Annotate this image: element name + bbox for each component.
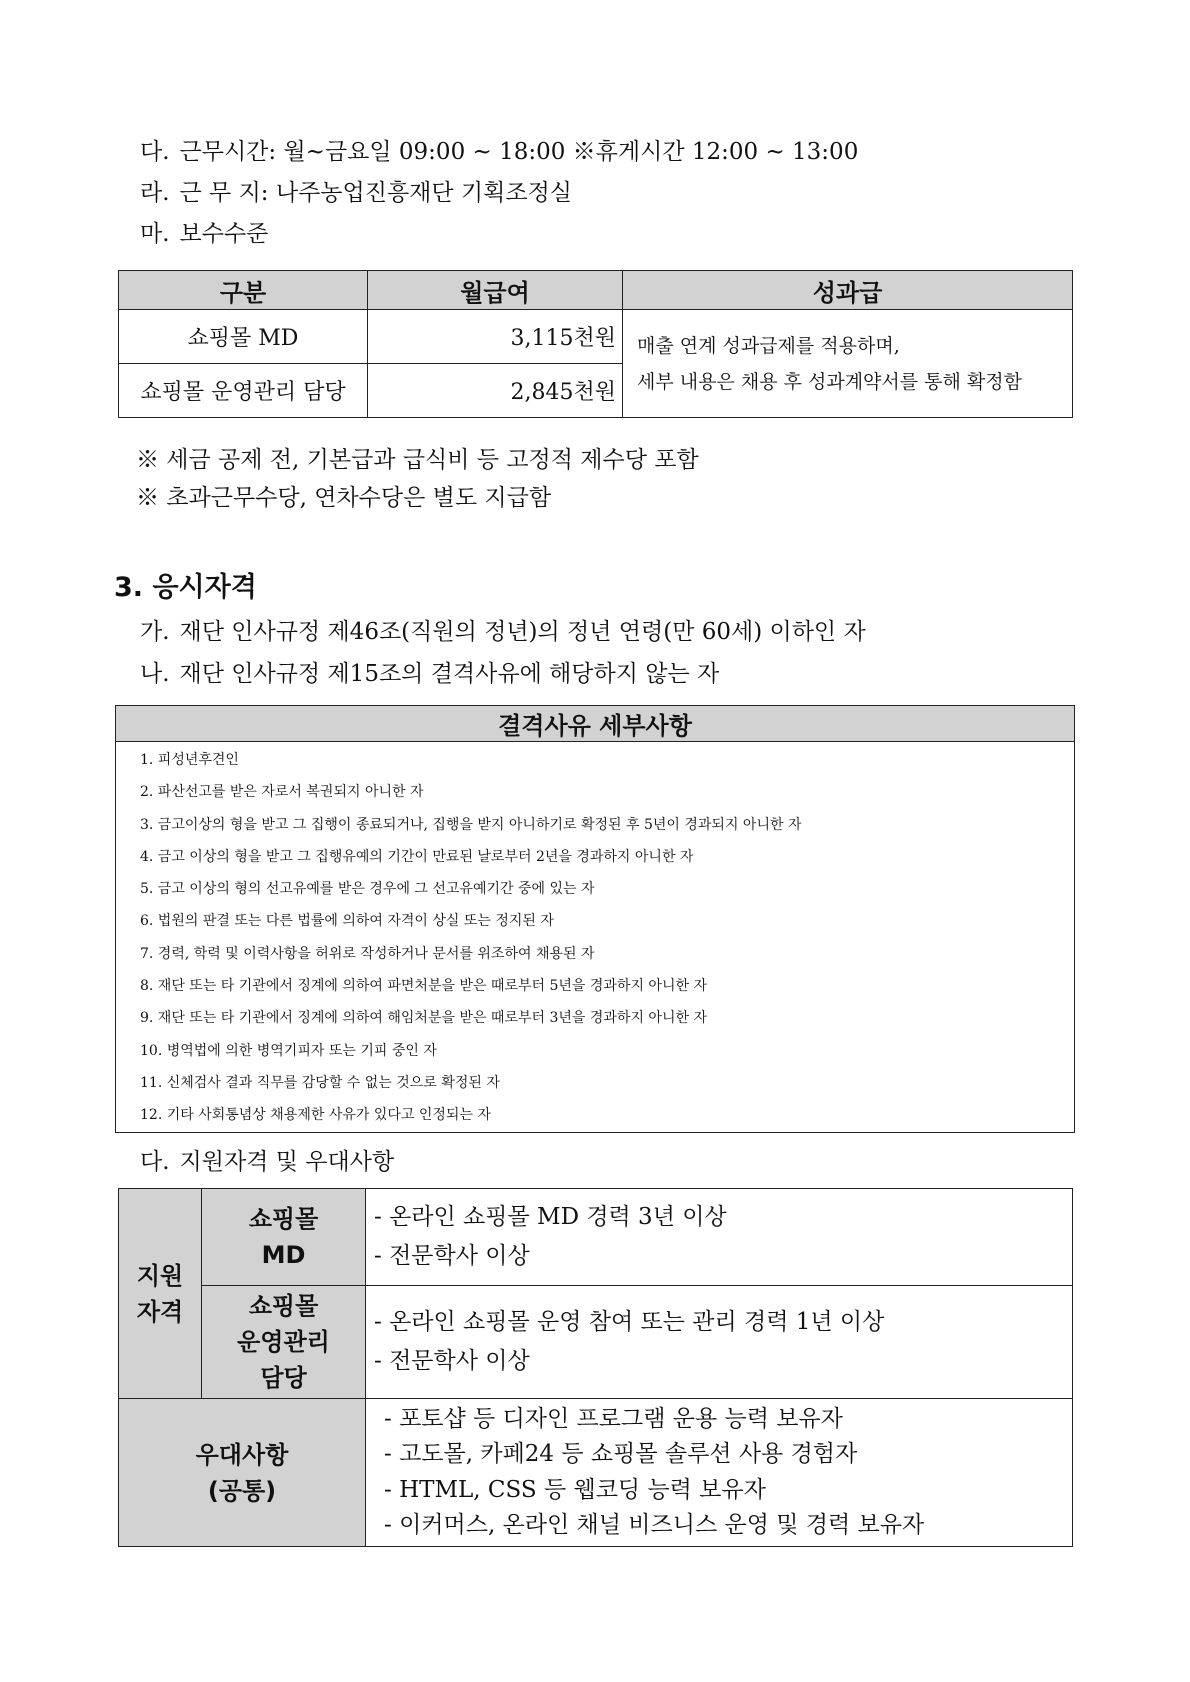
pay-level-text: 보수수준	[179, 221, 269, 247]
table-row	[119, 310, 1073, 364]
salary-header-row	[119, 271, 1073, 310]
item-label: 가.	[140, 619, 170, 645]
list-item: 7. 경력, 학력 및 이력사항을 허위로 작성하거나 문서를 위조하여 채용된 자	[140, 945, 595, 962]
bonus-line: 매출 연계 성과급제를 적용하며,	[637, 334, 900, 357]
list-item: 2. 파산선고를 받은 자로서 복권되지 아니한 자	[140, 784, 424, 801]
md-requirements: - 온라인 쇼핑몰 MD 경력 3년 이상 - 전문학사 이상	[366, 1189, 1073, 1286]
preferred-items: - 포토샵 등 디자인 프로그램 운용 능력 보유자 - 고도몰, 카페24 등 쇼핑몰 솔루션 사용 경험자 - HTML, CSS 등 웹코딩 능력 보유자 - 이커머스, 온라인 채널 비즈니스 운영 및 경력 보유자	[366, 1399, 1073, 1547]
item-label: 다.	[140, 1149, 170, 1175]
md-label-cell: 쇼핑몰 MD	[202, 1189, 366, 1286]
table-row	[119, 1399, 1073, 1547]
list-item: 8. 재단 또는 타 기관에서 징계에 의하여 파면처분을 받은 때로부터 5년을 경과하지 아니한 자	[140, 978, 707, 995]
qualification-item-b	[140, 659, 719, 689]
category-cell: 쇼핑몰 운영관리 담당	[119, 364, 368, 418]
list-item: 10. 병역법에 의한 병역기피자 또는 기피 중인 자	[140, 1042, 437, 1059]
item-label: 나.	[140, 661, 170, 687]
item-label: 마.	[140, 221, 170, 247]
note-tax: ※ 세금 공제 전, 기본급과 급식비 등 고정적 제수당 포함	[136, 447, 699, 473]
table-row	[119, 1189, 1073, 1286]
bonus-cell	[623, 310, 1073, 418]
list-item: 5. 금고 이상의 형의 선고유예를 받은 경우에 그 선고유예기간 중에 있는 자	[140, 881, 595, 898]
category-cell: 쇼핑몰 MD	[119, 310, 368, 364]
disqualification-list	[116, 742, 1075, 1133]
work-place-text: 근 무 지: 나주농업진흥재단 기획조정실	[179, 180, 573, 206]
item-text: 재단 인사규정 제15조의 결격사유에 해당하지 않는 자	[179, 661, 720, 687]
work-hours-text: 근무시간: 월~금요일 09:00 ~ 18:00 ※휴게시간 12:00 ~ 13:00	[179, 139, 859, 165]
list-item: 1. 피성년후견인	[140, 752, 239, 768]
qualification-item-a	[140, 617, 866, 647]
disqualification-title: 결격사유 세부사항	[116, 706, 1075, 742]
section-title: 3. 응시자격	[114, 572, 257, 603]
header-monthly: 월급여	[368, 271, 623, 310]
header-bonus: 성과급	[623, 271, 1073, 310]
item-label: 라.	[140, 180, 170, 206]
ops-label-cell: 쇼핑몰 운영관리 담당	[202, 1286, 366, 1399]
bonus-line: 세부 내용은 채용 후 성과계약서를 통해 확정함	[637, 370, 1022, 393]
item-label: 다.	[140, 139, 170, 165]
list-item: 9. 재단 또는 타 기관에서 징계에 의하여 해임처분을 받은 때로부터 3년을 경과하지 아니한 자	[140, 1010, 707, 1027]
table-row	[119, 1286, 1073, 1399]
salary-table	[118, 270, 1073, 418]
list-item: 11. 신체검사 결과 직무를 감당할 수 없는 것으로 확정된 자	[140, 1074, 500, 1091]
monthly-cell: 2,845천원	[368, 364, 623, 418]
disqualification-box	[115, 705, 1075, 1133]
item-text: 재단 인사규정 제46조(직원의 정년)의 정년 연령(만 60세) 이하인 자	[179, 619, 866, 645]
header-category: 구분	[119, 271, 368, 310]
list-item: 4. 금고 이상의 형을 받고 그 집행유예의 기간이 만료된 날로부터 2년을 경과하지 아니한 자	[140, 848, 694, 865]
qualification-table	[118, 1188, 1073, 1547]
pay-level-line	[140, 219, 268, 249]
work-place-line	[140, 178, 572, 208]
list-item: 12. 기타 사회통념상 채용제한 사유가 있다고 인정되는 자	[140, 1107, 491, 1124]
preferred-label-cell: 우대사항 (공통)	[119, 1399, 366, 1547]
list-item: 3. 금고이상의 형을 받고 그 집행이 종료되거나, 집행을 받지 아니하기로 확정된 후 5년이 경과되지 아니한 자	[140, 816, 802, 833]
ops-requirements: - 온라인 쇼핑몰 운영 참여 또는 관리 경력 1년 이상 - 전문학사 이상	[366, 1286, 1073, 1399]
group-label-cell: 지원 자격	[119, 1189, 202, 1399]
monthly-cell: 3,115천원	[368, 310, 623, 364]
item-text: 지원자격 및 우대사항	[179, 1149, 395, 1175]
list-item: 6. 법원의 판결 또는 다른 법률에 의하여 자격이 상실 또는 정지된 자	[140, 913, 554, 930]
qualification-item-c	[140, 1147, 394, 1177]
work-hours-line	[140, 137, 858, 167]
note-overtime: ※ 초과근무수당, 연차수당은 별도 지급함	[136, 485, 552, 511]
